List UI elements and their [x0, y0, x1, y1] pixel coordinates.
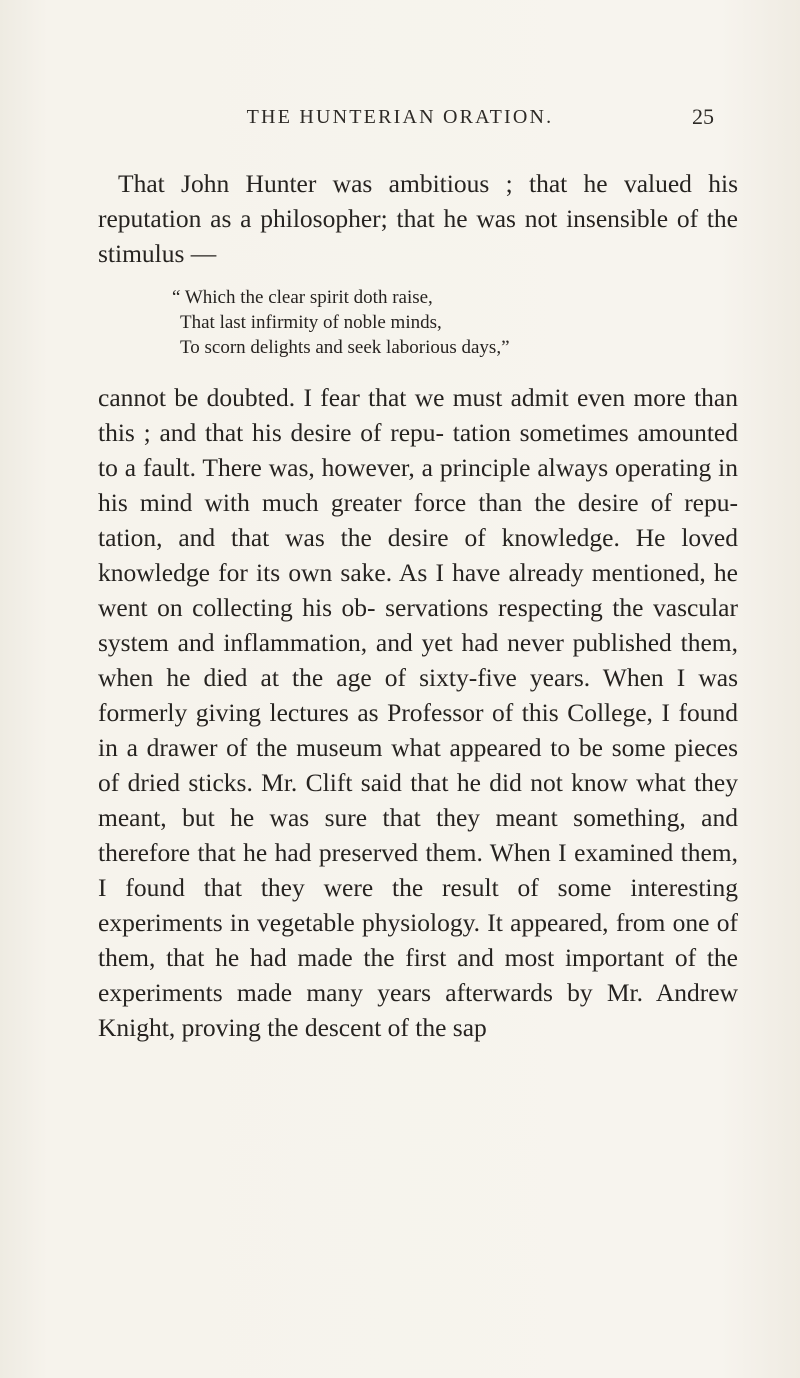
paragraph-1: That John Hunter was ambitious ; that he valued his reputation as a philosopher; that he was not insensible of the stimulus — — [98, 169, 738, 268]
verse-line-3: To scorn delights and seek laborious days,” — [180, 337, 510, 358]
paragraph-2: cannot be doubted. I fear that we must admit even more than this ; and that his desire of repu- tation sometimes amounted to a fault. There was, however, a principle always operating in his mind with much greater force than the desire of repu- tation, and that was the desire of knowledge. He loved knowledge for its own sake. As I have already mentioned, he went on collecting his ob- servations respecting the vascular system and inflammation, and yet had never published them, when he died at the age of sixty-five years. When I was formerly giving lectures as Professor of this College, I found in a drawer of the museum what appeared to be some pieces of dried sticks. Mr. Clift said that he did not know what they meant, but he was sure that they meant something, and therefore that he had preserved them. When I examined them, I found that they were the result of some interesting experiments in vegetable physiology. It appeared, from one of them, that he had made the first and most important of the experiments made many years afterwards by Mr. Andrew Knight, proving the descent of the sap — [98, 383, 738, 1042]
verse-line-2: That last infirmity of noble minds, — [180, 312, 442, 333]
verse-line-1: “ Which the clear spirit doth raise, — [172, 287, 433, 308]
running-head — [0, 106, 800, 136]
verse-quotation — [172, 285, 738, 360]
running-title: THE HUNTERIAN ORATION. — [246, 106, 554, 128]
page-number: 25 — [692, 104, 714, 129]
body-text — [98, 166, 738, 1045]
